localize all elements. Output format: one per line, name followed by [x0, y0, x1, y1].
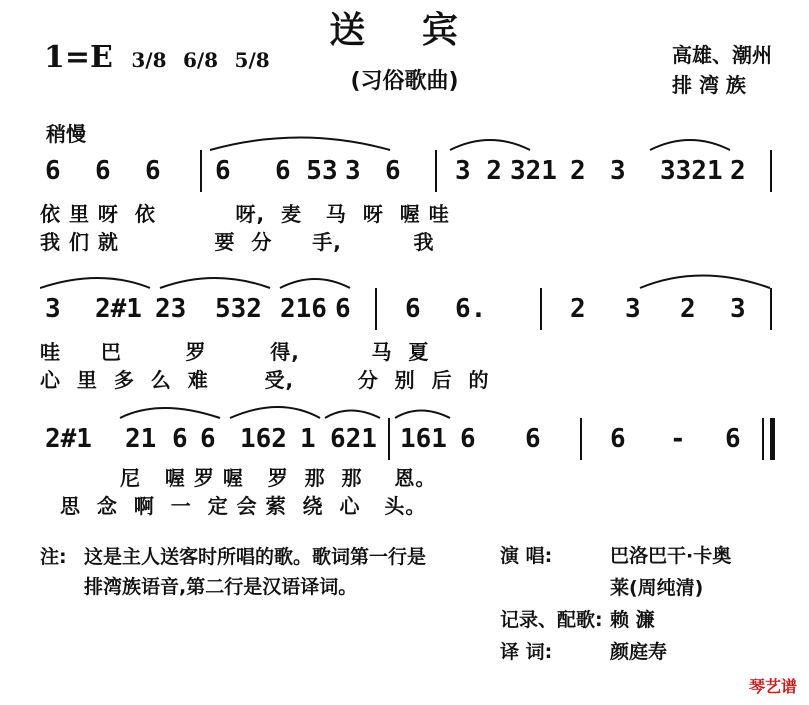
credit-name: 巴洛巴干·卡奥	[610, 545, 732, 567]
note: 6	[385, 156, 401, 186]
note: 1	[300, 424, 316, 454]
key-signature	[44, 40, 270, 75]
time-signature-1: 3/8	[131, 48, 167, 72]
watermark-text: 琴艺谱	[748, 677, 797, 696]
score-row-3	[40, 418, 780, 528]
watermark-logo	[749, 674, 797, 697]
time-signature-2: 6/8	[182, 48, 219, 72]
note: 161	[400, 424, 447, 454]
note: 3 2	[455, 156, 502, 186]
note: 6	[335, 294, 351, 324]
slur-marks	[40, 388, 780, 428]
note: 2#1	[45, 424, 92, 454]
note: 6	[95, 156, 111, 186]
credit-name: 赖 濂	[610, 609, 655, 631]
note: 3	[625, 294, 641, 324]
note: 6	[610, 424, 626, 454]
note: 2	[680, 294, 696, 324]
note: 21 6	[125, 424, 188, 454]
note: 6	[215, 156, 231, 186]
note: 6	[725, 424, 741, 454]
lyric-line-2: 我 们 就 要 分 手, 我	[40, 230, 435, 254]
lyric-line-1: 依 里 呀 依 呀, 麦 马 呀 喔 哇	[40, 202, 450, 226]
note: 6	[200, 424, 216, 454]
lyric-line-2: 思 念 啊 一 定 会 萦 绕 心 头。	[60, 494, 427, 518]
note: 2	[730, 156, 746, 186]
credit-singer-alt	[500, 572, 731, 604]
song-title: 送 宾	[329, 10, 480, 51]
lyric-line-2: 心 里 多 么 难 受, 分 别 后 的	[40, 368, 490, 392]
credit-name: 颜庭寿	[610, 641, 668, 663]
note: -	[670, 424, 686, 454]
note: 6	[45, 156, 61, 186]
key-label: 1=E	[44, 40, 113, 75]
lyric-line-1: 哇 巴 罗 得, 马 夏	[40, 340, 430, 364]
note-label: 注:	[40, 546, 67, 568]
note: 162	[240, 424, 287, 454]
note: 6	[405, 294, 421, 324]
note: 621	[330, 424, 377, 454]
credits	[500, 540, 731, 668]
slur-marks	[40, 120, 780, 160]
note: 3	[610, 156, 626, 186]
score-row-2	[40, 288, 780, 398]
time-signature-3: 5/8	[234, 48, 270, 72]
note: 6	[145, 156, 161, 186]
credit-name: 莱(周纯清)	[610, 577, 704, 599]
note-line: 这是主人送客时所唱的歌。歌词第一行是	[84, 546, 427, 568]
credit-role: 译 词:	[500, 641, 553, 663]
note: 2	[570, 156, 586, 186]
note: 6	[460, 424, 476, 454]
credit-singer	[500, 540, 731, 572]
credit-translator	[500, 636, 731, 668]
origin-place: 高雄、潮州	[672, 43, 772, 67]
note: 3	[730, 294, 746, 324]
note: 3321	[660, 156, 723, 186]
slur-marks	[40, 258, 780, 298]
note: 6	[525, 424, 541, 454]
credit-role: 记录、配歌:	[500, 609, 603, 631]
note-text	[84, 542, 426, 602]
note: 532	[215, 294, 262, 324]
note: 3	[45, 294, 61, 324]
note: 3	[345, 156, 361, 186]
note: 23	[155, 294, 187, 324]
note-line: 排湾族语音,第二行是汉语译词。	[84, 576, 358, 598]
credit-role: 演 唱:	[500, 545, 553, 567]
note: 2#1	[95, 294, 142, 324]
note: 6.	[455, 294, 487, 324]
song-origin	[672, 40, 772, 100]
note: 6 53	[275, 156, 338, 186]
song-subtitle: (习俗歌曲)	[350, 69, 459, 94]
score-row-1	[40, 150, 780, 260]
lyric-line-1: 尼 喔 罗 喔 罗 那 那 恩。	[120, 466, 437, 490]
credit-recorder	[500, 604, 731, 636]
origin-ethnic-group: 排 湾 族	[672, 73, 746, 97]
tempo-marking: 稍慢	[46, 122, 86, 146]
note: 216	[280, 294, 327, 324]
note: 321	[510, 156, 557, 186]
note: 2	[570, 294, 586, 324]
